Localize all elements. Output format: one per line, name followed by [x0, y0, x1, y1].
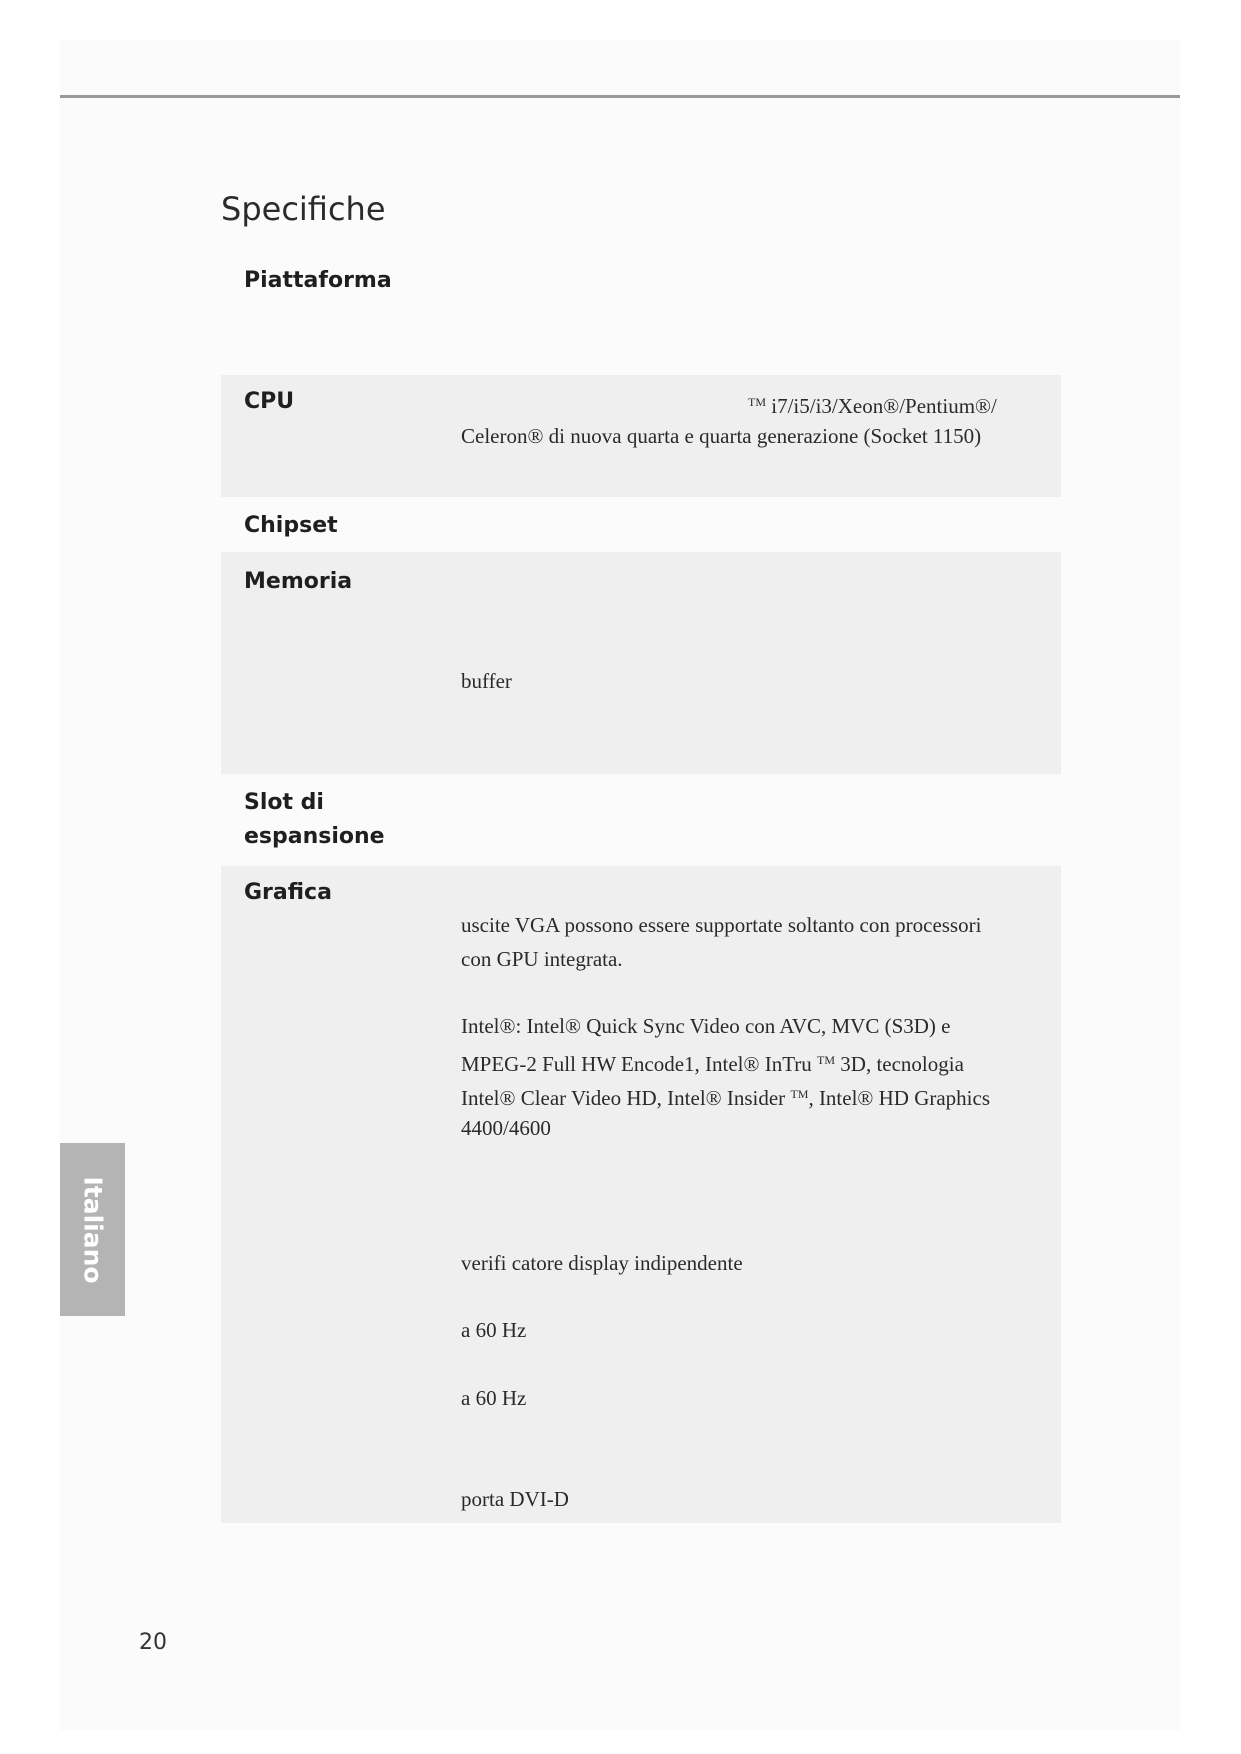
label-memoria: Memoria	[244, 569, 353, 594]
grafica-value-line1: uscite VGA possono essere supportate soltanto con processori	[461, 913, 982, 937]
grafica-value-line8: a 60 Hz	[461, 1318, 527, 1342]
label-slot-line1: Slot di	[244, 790, 324, 815]
label-slot-line2: espansione	[244, 824, 385, 849]
header-rule	[60, 95, 1180, 98]
trademark-mark: TM	[790, 1087, 809, 1101]
grafica-value-line5	[461, 1077, 990, 1115]
grafica-value-line6: 4400/4600	[461, 1116, 551, 1140]
grafica-value-line2: con GPU integrata.	[461, 947, 623, 971]
page-number: 20	[139, 1630, 167, 1655]
trademark-mark: TM	[817, 1053, 836, 1067]
language-side-tab	[60, 1143, 125, 1316]
cpu-value-line1	[748, 385, 997, 423]
grafica-value-line9: a 60 Hz	[461, 1386, 527, 1410]
grafica-line5-text-b: , Intel® HD Graphics	[808, 1086, 991, 1110]
grafica-value-line10: porta DVI-D	[461, 1487, 569, 1511]
grafica-value-line3: Intel®: Intel® Quick Sync Video con AVC, MVC (S3D) e	[461, 1014, 951, 1038]
cpu-value-line2: Celeron® di nuova quarta e quarta generazione (Socket 1150)	[461, 424, 982, 448]
grafica-value-line4	[461, 1043, 964, 1081]
grafica-line4-text-a: MPEG-2 Full HW Encode1, Intel® InTru	[461, 1052, 818, 1076]
memoria-value-line1: buffer	[461, 669, 512, 693]
grafica-line4-text-b: 3D, tecnologia	[835, 1052, 964, 1076]
label-chipset: Chipset	[244, 513, 338, 538]
trademark-mark: TM	[748, 395, 766, 409]
grafica-value-line7: verifi catore display indipendente	[461, 1251, 743, 1275]
language-side-tab-label: Italiano	[78, 1175, 107, 1284]
label-cpu: CPU	[244, 389, 295, 414]
page-title: Specifiche	[221, 190, 386, 228]
label-piattaforma: Piattaforma	[244, 268, 392, 293]
grafica-row-band	[221, 866, 1061, 1523]
cpu-models: i7/i5/i3/Xeon®/Pentium®/	[766, 394, 997, 418]
grafica-line5-text-a: Intel® Clear Video HD, Intel® Insider	[461, 1086, 791, 1110]
label-grafica: Grafica	[244, 880, 332, 905]
